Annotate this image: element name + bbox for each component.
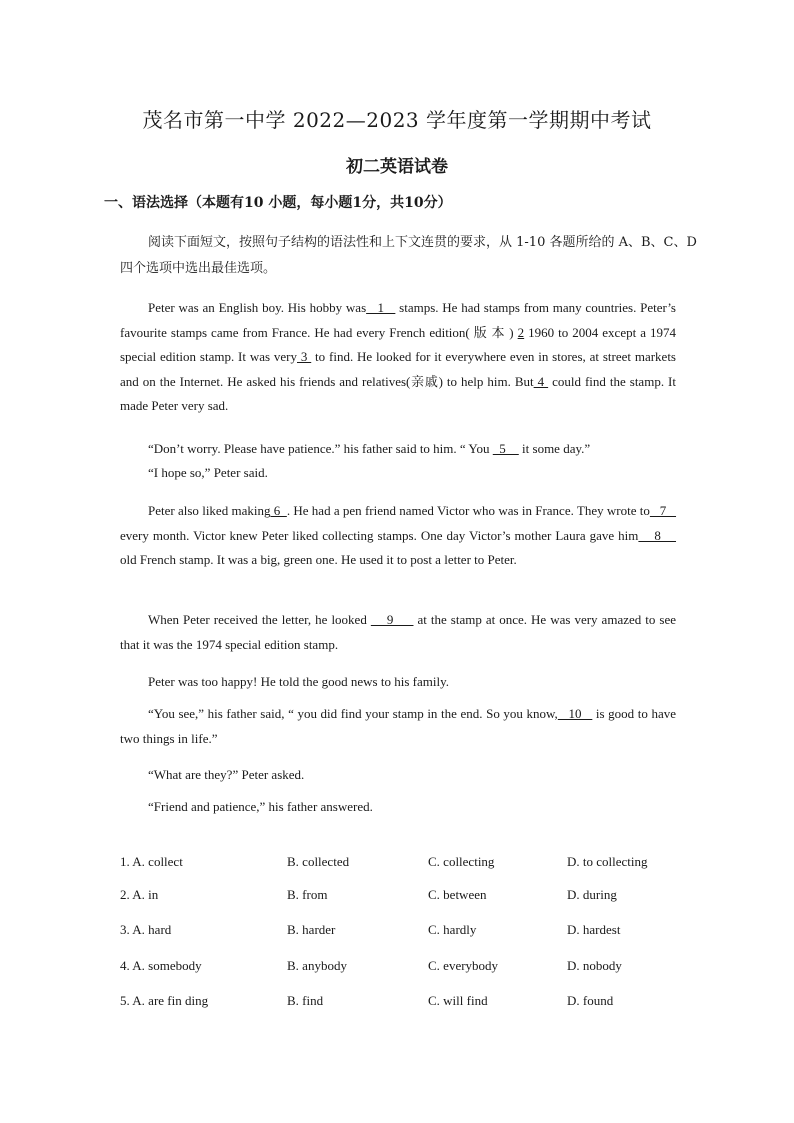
option-5b[interactable]: B. find (287, 993, 324, 1008)
passage-paragraph-6: “You see,” his father said, “ you did find your stamp in the end. So you know, 10 is good to have two things in life.” (120, 706, 677, 746)
question-5-options (120, 993, 720, 1013)
question-2-options (120, 887, 720, 907)
blank-1: 1 (366, 300, 396, 315)
blank-9: 9 (370, 612, 414, 627)
section-heading: 一、语法选择（本题有10 小题，每小题1分，共10分） (104, 195, 452, 211)
question-3-options (120, 922, 720, 942)
option-2c[interactable]: C. between (428, 887, 487, 902)
question-4-options (120, 958, 720, 978)
option-4d[interactable]: D. nobody (567, 958, 622, 973)
option-5d[interactable]: D. found (567, 993, 614, 1008)
instructions-line-1: 阅读下面短文，按照句子结构的语法性和上下文连贯的要求，从 1-10 各题所给的 A、B、C、D (148, 235, 697, 250)
passage-paragraph-7: “What are they?” Peter asked. (148, 767, 305, 782)
option-1c[interactable]: C. collecting (428, 854, 495, 869)
passage-paragraph-2-reply: “I hope so,” Peter said. (148, 465, 268, 480)
option-3c[interactable]: C. hardly (428, 922, 477, 937)
exam-subtitle: 初二英语试卷 (346, 157, 448, 177)
question-1-options (120, 854, 720, 874)
option-4a[interactable]: 4. A. somebody (120, 958, 202, 973)
option-1d[interactable]: D. to collecting (567, 854, 648, 869)
option-1a[interactable]: 1. A. collect (120, 854, 183, 869)
blank-6: 6 (270, 503, 287, 518)
passage-paragraph-3: Peter also liked making 6 . He had a pen friend named Victor who was in France. They wrote to 7 every month. Victor knew Peter liked collecting stamps. One day Victor’s mother Laura gave him 8 old French stamp. It was a big, green one. He used it to post a letter to Peter. (120, 503, 677, 567)
blank-5: 5 (492, 441, 519, 456)
option-3a[interactable]: 3. A. hard (120, 922, 172, 937)
blank-7: 7 (649, 503, 677, 518)
exam-title: 茂名市第一中学 2022—2023 学年度第一学期期中考试 (142, 108, 652, 132)
passage-paragraph-4: When Peter received the letter, he looked 9 at the stamp at once. He was very amazed to see that it was the 1974 special edition stamp. (120, 612, 676, 652)
option-4b[interactable]: B. anybody (287, 958, 347, 973)
option-1b[interactable]: B. collected (287, 854, 350, 869)
option-5c[interactable]: C. will find (428, 993, 488, 1008)
option-4c[interactable]: C. everybody (428, 958, 499, 973)
option-2d[interactable]: D. during (567, 887, 617, 902)
passage-paragraph-1: Peter was an English boy. His hobby was 1 stamps. He had stamps from many countries. Peter’s favourite stamps came from France. He had every French edition( 版 本 ) 2 1960 to 2004 except a 1974 special edition stamp. It was very 3 to find. He looked for it everywhere even in stores, at street markets and on the Internet. He asked his friends and relatives(亲戚) to help him. But 4 could find the stamp. It made Peter very sad. (120, 300, 676, 413)
passage-paragraph-2: “Don’t worry. Please have patience.” his father said to him. “ You 5 it some day.” (148, 441, 591, 456)
passage-paragraph-5: Peter was too happy! He told the good news to his family. (148, 674, 449, 689)
option-2a[interactable]: 2. A. in (120, 887, 159, 902)
blank-10: 10 (557, 706, 593, 721)
blank-2: 2 (517, 324, 525, 340)
passage-paragraph-8: “Friend and patience,” his father answered. (148, 799, 373, 814)
option-3d[interactable]: D. hardest (567, 922, 621, 937)
option-2b[interactable]: B. from (287, 887, 328, 902)
blank-4: 4 (533, 373, 549, 389)
option-5a[interactable]: 5. A. are fin ding (120, 993, 209, 1008)
instructions-line-2: 四个选项中选出最佳选项。 (120, 261, 277, 276)
option-3b[interactable]: B. harder (287, 922, 336, 937)
blank-8: 8 (638, 527, 677, 543)
blank-3: 3 (297, 349, 312, 364)
